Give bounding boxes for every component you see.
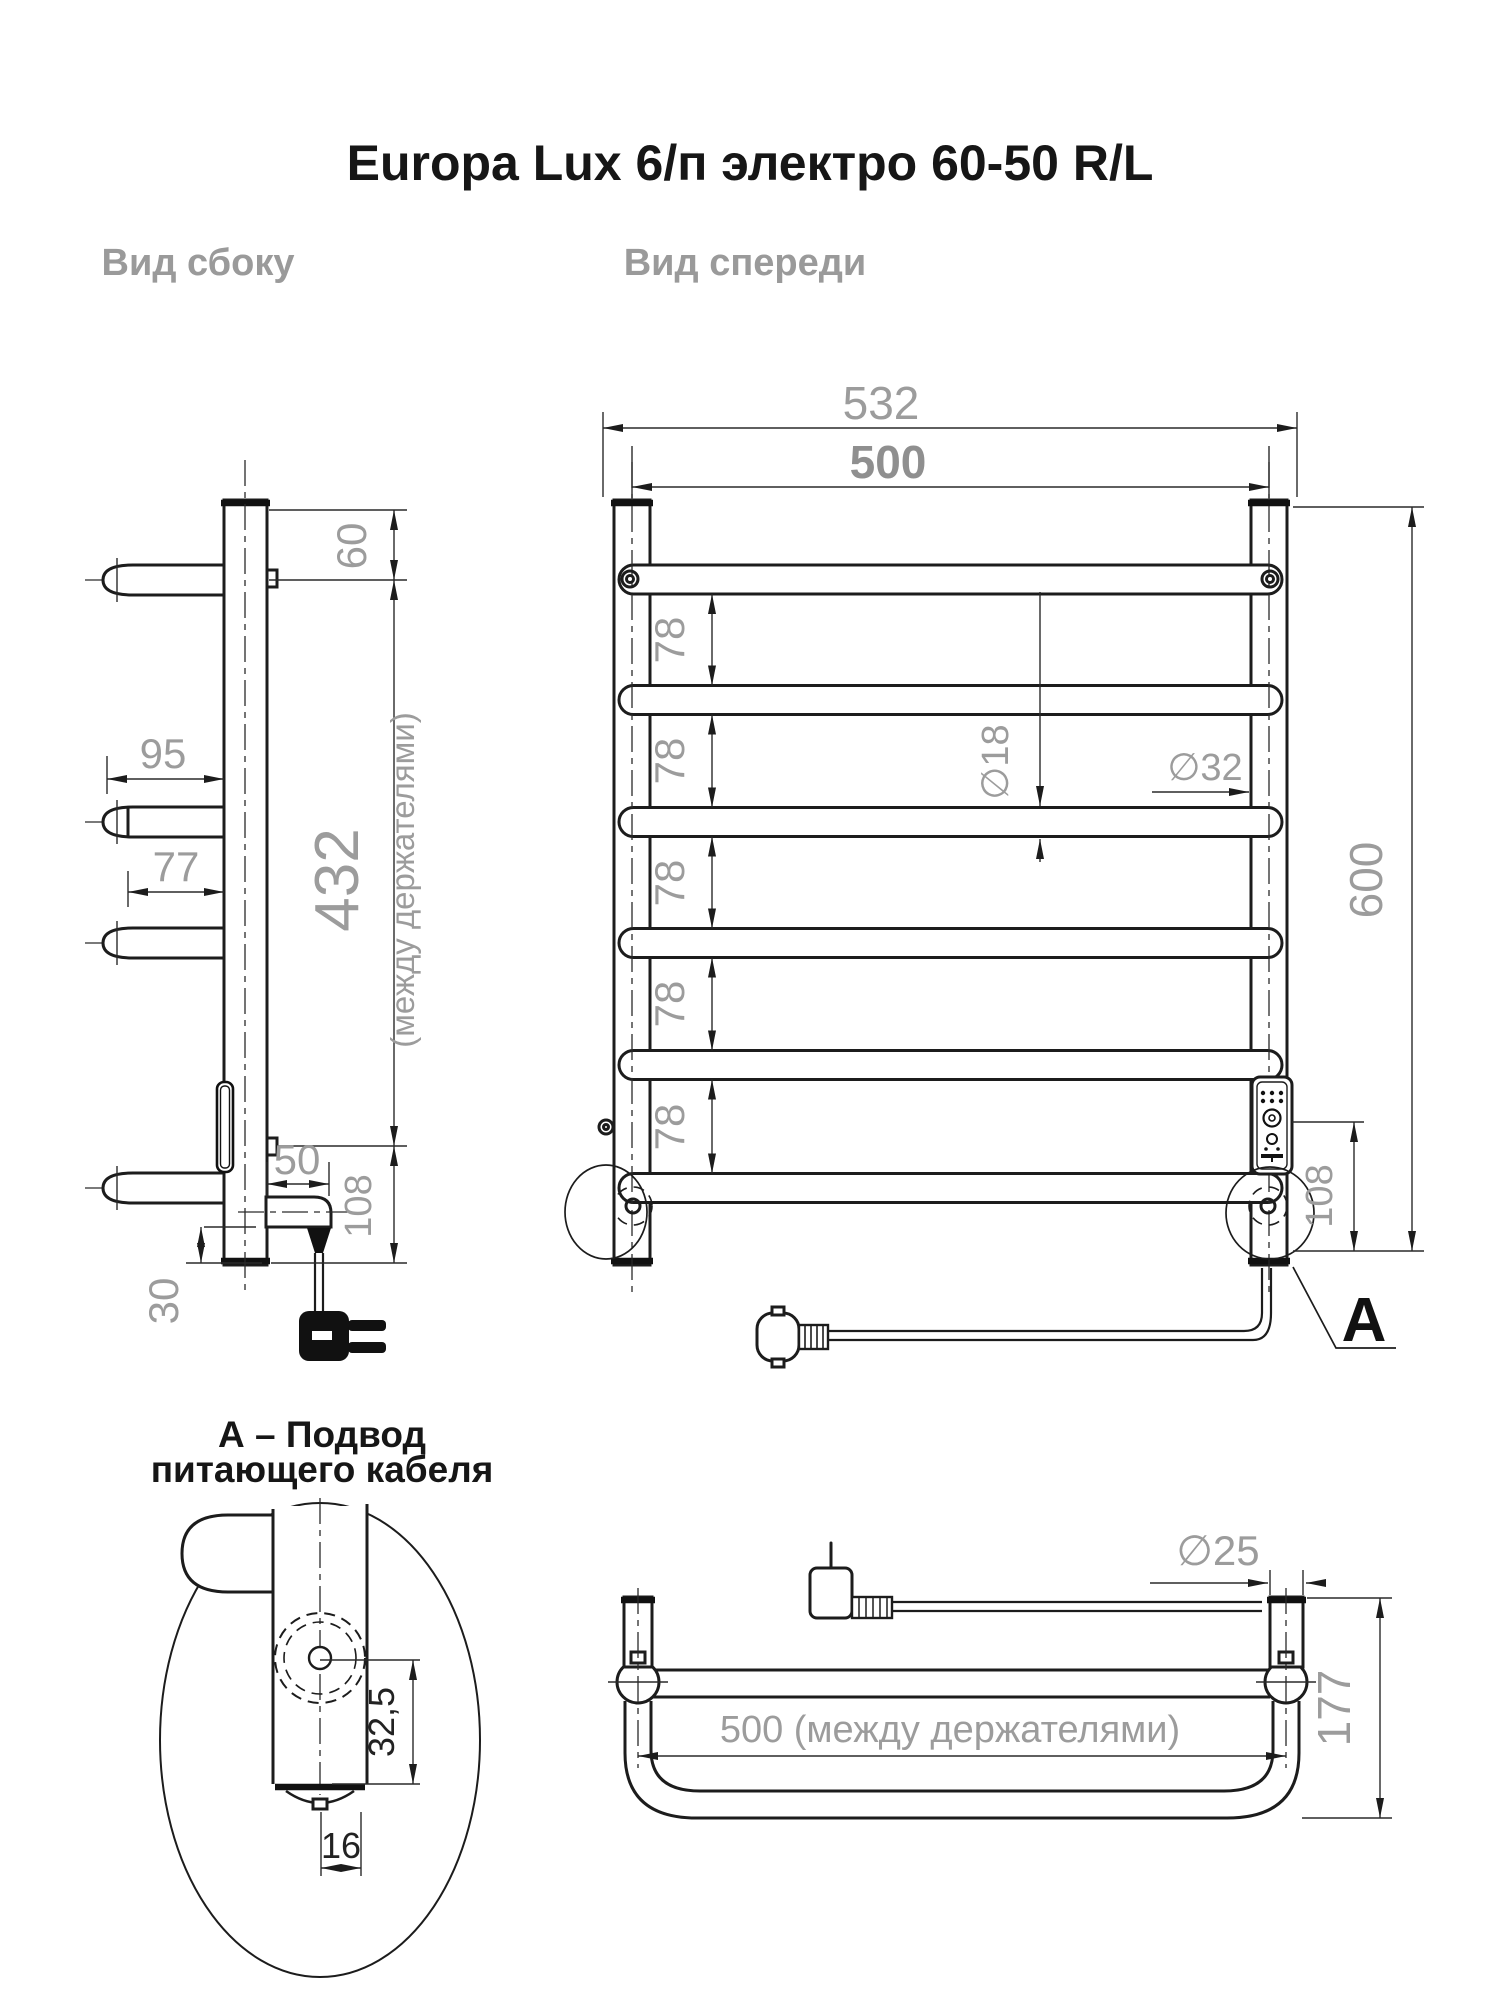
side-dim-top-offset: [269, 510, 407, 580]
front-rung-2: [619, 686, 1282, 715]
dim-label-d32: ∅32: [1167, 747, 1243, 789]
front-view: [565, 377, 1424, 1367]
dim-label-177: 177: [1308, 1669, 1360, 1747]
dim-label-95: 95: [139, 730, 187, 777]
front-dim-bottom-offset: [1292, 1122, 1364, 1251]
control-panel: [1252, 1077, 1292, 1174]
top-dim-between-holders: [638, 1709, 1286, 1756]
top-view: [608, 1527, 1392, 1818]
top-dim-depth: [1302, 1598, 1392, 1818]
detail-cable-gland: [313, 1799, 327, 1809]
dim-label-78-2: 78: [646, 737, 693, 785]
front-rung-1: [619, 565, 1282, 594]
dim-label-500: 500: [849, 436, 927, 488]
dim-label-30: 30: [140, 1277, 187, 1325]
front-rung-6: [619, 1174, 1282, 1203]
front-view-label: Вид спереди: [623, 242, 867, 284]
dim-label-78-5: 78: [646, 1103, 693, 1151]
top-cable: [892, 1602, 1262, 1611]
side-view: [85, 460, 421, 1361]
side-dim-short-holder: [128, 843, 224, 907]
callout-A-label: A: [1341, 1286, 1387, 1355]
dim-label-108-front: 108: [1299, 1164, 1341, 1228]
front-dim-post-diameter: [1152, 747, 1249, 792]
side-cable-gland: [307, 1228, 331, 1253]
front-dim-mount-width: [632, 436, 1269, 498]
detail-title-line2: питающего кабеля: [150, 1449, 494, 1490]
top-dim-bracket-diameter: [1150, 1527, 1325, 1595]
detail-title-line1: А – Подвод: [218, 1414, 426, 1455]
detail-dim-gland-width: [321, 1812, 361, 1876]
dim-label-500-between: 500 (между держателями): [719, 1709, 1181, 1751]
front-rung-5: [619, 1051, 1282, 1080]
top-plug-icon: [810, 1543, 892, 1618]
dim-label-78-3: 78: [646, 859, 693, 907]
dim-label-600: 600: [1340, 841, 1392, 919]
side-dim-long-holder: [107, 730, 224, 794]
front-rung-4: [619, 929, 1282, 958]
dim-note-between-holders: (между держателями): [384, 712, 421, 1048]
front-rung-3: [619, 808, 1282, 837]
front-dim-rung-gaps: [646, 594, 712, 1174]
dim-label-78-1: 78: [646, 616, 693, 664]
front-dim-overall-width: [603, 377, 1297, 497]
front-plug-icon: [757, 1307, 828, 1367]
side-dim-outlet-width: [267, 1136, 329, 1196]
side-heating-element: [217, 1082, 233, 1172]
side-bar-1: [103, 565, 224, 595]
front-power-cable: [828, 1268, 1271, 1340]
front-rungs: [619, 565, 1282, 1203]
side-bar-4: [103, 1173, 224, 1203]
detail-holder-end: [182, 1515, 273, 1592]
side-view-label: Вид сбоку: [101, 242, 295, 284]
dim-label-78-4: 78: [646, 980, 693, 1028]
dim-label-532: 532: [842, 377, 920, 429]
side-bar-3: [103, 928, 224, 958]
dim-label-432: 432: [303, 828, 372, 932]
side-bar-2: [103, 807, 224, 837]
dim-label-32-5: 32,5: [361, 1686, 402, 1758]
side-wall-clip-top: [267, 570, 277, 587]
detail-view: [151, 1414, 494, 1977]
dim-label-60: 60: [328, 522, 375, 570]
dim-label-d25: ∅25: [1176, 1527, 1260, 1574]
dim-label-50: 50: [273, 1136, 321, 1183]
dim-label-d18: ∅18: [975, 724, 1017, 800]
dim-label-16: 16: [320, 1825, 362, 1866]
dim-label-108-side: 108: [338, 1174, 380, 1238]
callout-A: [1293, 1267, 1396, 1355]
dim-label-77: 77: [152, 843, 200, 890]
front-dim-height: [1293, 507, 1424, 1251]
page-title: Europa Lux 6/п электро 60-50 R/L: [346, 135, 1154, 191]
side-dim-between-holders: [278, 580, 421, 1146]
side-plug-icon: [299, 1311, 386, 1361]
